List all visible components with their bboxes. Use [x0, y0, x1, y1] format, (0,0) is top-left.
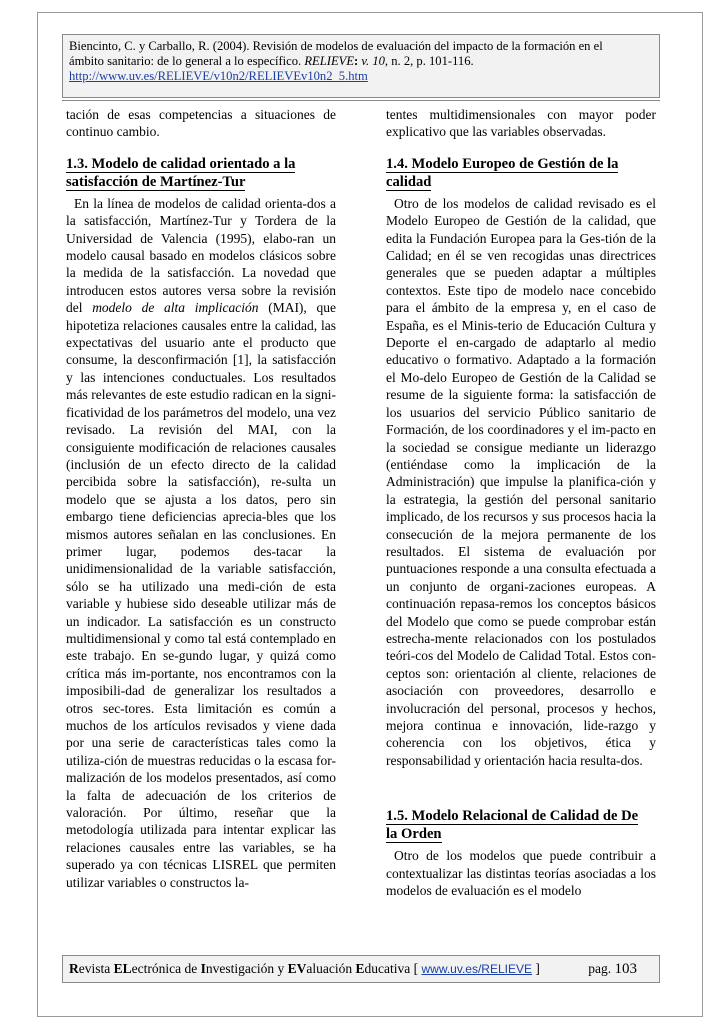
section-heading-1-5	[386, 807, 656, 843]
section-heading-1-3	[66, 155, 336, 191]
section-1-3-paragraph	[66, 195, 336, 891]
footer-text-2: ectrónica de	[131, 961, 201, 976]
section-heading-1-4-line-b: calidad	[386, 173, 432, 190]
footer-text-3: nvestigación y	[205, 961, 288, 976]
journal-name: RELIEVE	[304, 54, 355, 68]
right-column	[386, 106, 656, 899]
section-heading-1-4	[386, 155, 656, 191]
footer-letter-e: E	[355, 961, 365, 976]
section-heading-1-3-line-a: 1.3. Modelo de calidad orientado a la	[66, 155, 296, 172]
paragraph-part-b: (MAI), que hipotetiza relaciones causales entre la calidad, las expectativas del usuario ante el producto que consume, la desconfirmación [1], la satisfacción y las intenciones conductuales. Los resultados más relevantes de este estudio radican en la signi-ficatividad de los parámetros del modelo, una vez revisado. La revisión del MAI, con la consiguiente modificación de relaciones causales (inclusión de un efecto directo de la calidad percibida sobre la satisfacción), re-sulta un modelo que se ajusta a los datos, pero sin embargo tiene deficiencias aprecia-bles que los mismos autores señalan en las conclusiones. En primer lugar, podemos des-tacar la unidimensionalidad de la variable satisfacción, sólo se ha utilizado una medi-ción de esta variable y hubiese sido deseable utilizar más de un indicador. La satisfacción es un constructo multidimensional y como tal está contemplado en este trabajo. En se-gundo lugar, y quizá como crítica más im-portante, nos encontramos con la imposibili-dad de generalizar los resultados a otros sec-tores. Esta limitación es común a muchos de los artículos revisados y viene dada por una serie de características tales como la utiliza-ción de muestras reducidas o la escasa for-malización de los modelos presentados, así como la falta de adecuación de los criterios de valoración. Por último, reseñar que la metodología utilizada para intentar explicar las relaciones causales entre las variables, se ha superado ya con técnicas LISREL que permiten utilizar variables o constructos la-	[66, 300, 336, 890]
article-url-link[interactable]: http://www.uv.es/RELIEVE/v10n2/RELIEVEv10n2_5.htm	[69, 69, 368, 83]
footer-letter-i: I	[200, 961, 206, 976]
header-divider	[62, 100, 660, 101]
footer-bracket-close: ]	[531, 961, 540, 976]
page-label: pag.	[588, 961, 615, 976]
footer-letter-el: EL	[113, 961, 132, 976]
citation-issue: , n. 2, p. 101-116.	[384, 54, 474, 68]
paragraph-italic-term: modelo de alta implicación	[92, 300, 259, 316]
footer-url-link[interactable]: www.uv.es/RELIEVE	[421, 962, 532, 976]
section-1-4-paragraph: Otro de los modelos de calidad revisado es el Modelo Europeo de Gestión de la calidad, que edita la Fundación Europea para la Ges-tión de la Calidad; en él se ven recogidas unas directrices generales que se pueden adaptar a múltiples contextos. Este tipo de modelo nace concebido para el ámbito de la empresa y, en el caso de España, es el Minis-terio de Educación Cultura y Deporte el en-cargado de adaptarlo al medio educativo o formativo. Adaptado a la formación el Mo-delo Europeo de Gestión de la Calidad se resume de la siguiente forma: la satisfacción de los usuarios del servicio Público sanitario de Formación, de los coordinadores y el im-pacto en la sociedad se consigue mediante un liderazgo (entiéndase como la implicación de la Administración) que impulse la planifica-ción y la estrategia, la gestión del personal sanitario implicado, de los recursos y sus procesos hacia la consecución de la mejora permanente de los resultados. El sistema de evaluación por puntuaciones responde a una consulta efectuada a un conjunto de organi-zaciones europeas. A continuación repasa-remos los conceptos básicos del Modelo que como se puede comprobar están estrecha-mente relacionados con los postulados teóri-cos del Modelo de Calidad Total. Estos con-ceptos son: orientación al cliente, relaciones de asociación con proveedores, desarrollo e involucración del personal, procesos y hechos, mejora continua e innovación, lide-razgo y coherencia con los objetivos, ética y responsabilidad y orientación hacia resulta-dos.	[386, 195, 656, 768]
citation-line-1: Biencinto, C. y Carballo, R. (2004). Revisión de modelos de evaluación del impacto de la formación en el	[69, 39, 603, 53]
citation-line-2-pre: ámbito sanitario: de lo general a lo específico.	[69, 54, 305, 68]
continued-text: tación de esas competencias a situaciones de continuo cambio.	[66, 107, 336, 140]
footer-text-1: evista	[78, 961, 114, 976]
page-number	[588, 956, 637, 982]
section-heading-1-3-line-b: satisfacción de Martínez-Tur	[66, 173, 246, 190]
footer-letter-r: R	[69, 961, 79, 976]
page-number-value: 103	[614, 961, 637, 977]
section-heading-1-5-line-b: la Orden	[386, 826, 442, 843]
citation-header	[62, 34, 660, 98]
footer-text-4: aluación	[306, 961, 356, 976]
citation-colon: :	[354, 54, 362, 68]
continued-text-right: tentes multidimensionales con mayor poder explicativo que las variables observadas.	[386, 107, 656, 140]
section-heading-1-4-line-a: 1.4. Modelo Europeo de Gestión de la	[386, 155, 619, 172]
journal-footer	[62, 955, 660, 983]
section-heading-1-5-line-a: 1.5. Modelo Relacional de Calidad de De	[386, 808, 639, 825]
footer-letter-ev: EV	[287, 961, 307, 976]
citation-volume: v. 10	[361, 54, 385, 68]
left-column	[66, 106, 336, 891]
citation-line-2	[69, 54, 653, 69]
footer-text-5: ducativa [	[364, 961, 422, 976]
paragraph-part-a: En la línea de modelos de calidad orienta-dos a la satisfacción, Martínez-Tur y Tordera de la Universidad de Valencia (1995), elabo-ran un modelo causal basado en modelos clásicos sobre la medida de la satisfacción. La novedad que introducen estos autores versa sobre la revisión del	[66, 195, 336, 316]
section-1-5-paragraph: Otro de los modelos que puede contribuir a contextualizar las distintas teorías asociadas a los modelos de evaluación es el modelo	[386, 848, 656, 899]
